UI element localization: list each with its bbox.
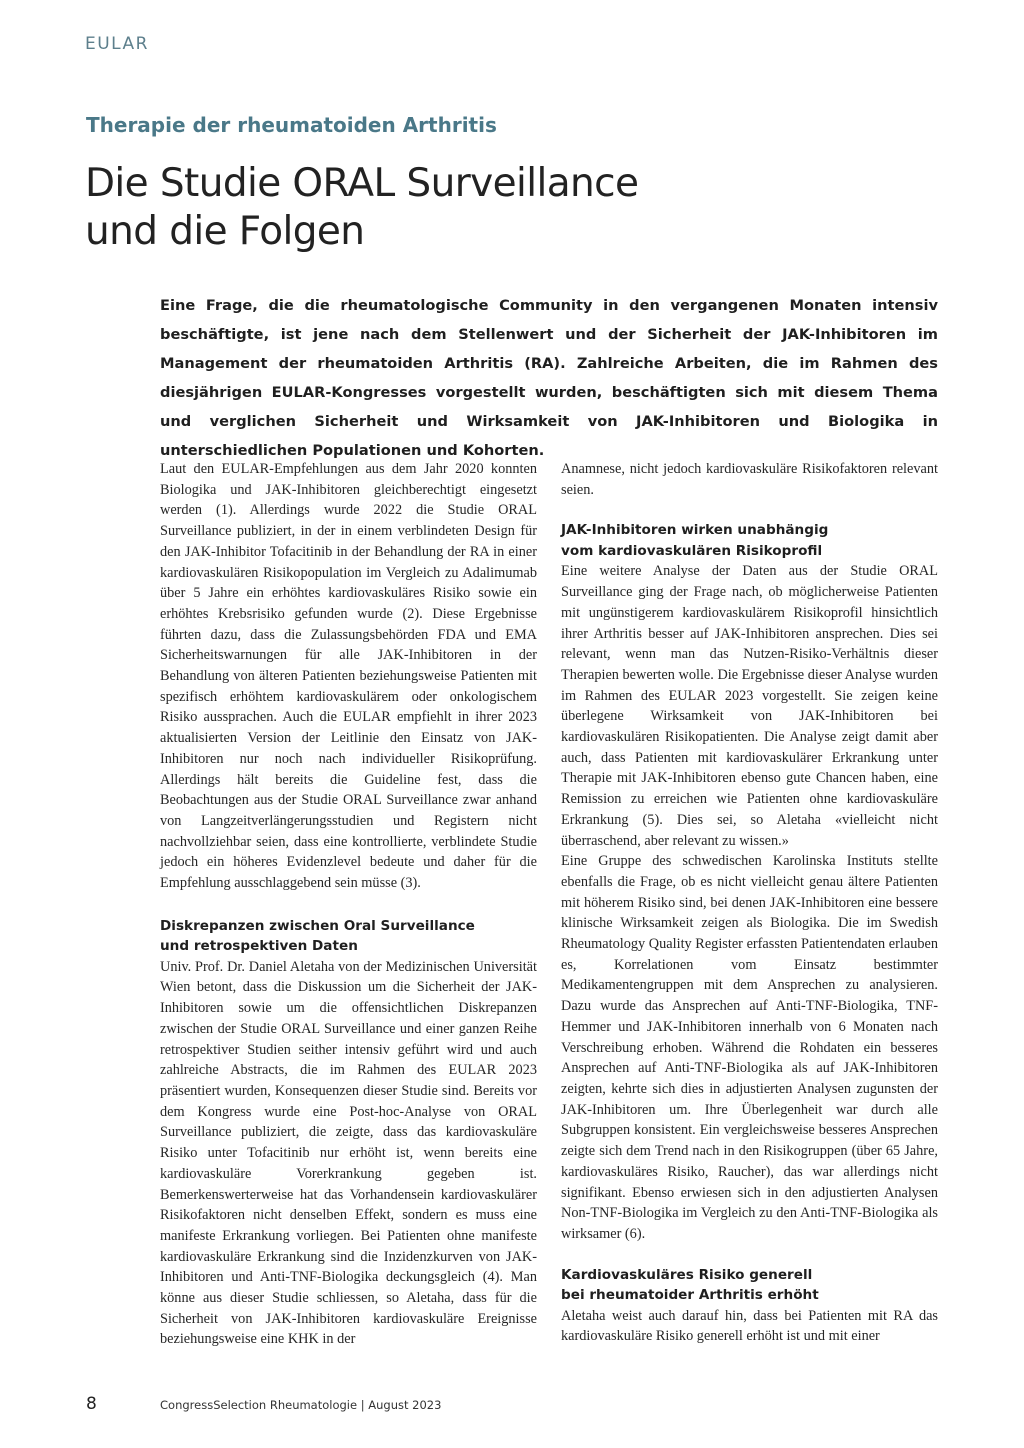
article-title: [85, 160, 845, 256]
publication-info: CongressSelection Rheumatologie | August 2023: [160, 1398, 442, 1412]
subheading: [561, 520, 938, 561]
paragraph: Univ. Prof. Dr. Daniel Aletaha von der Medizinischen Universität Wien betont, dass die Diskussion um die Sicherheit der JAK-Inhibitoren sowie um die offensichtlichen Diskrepanzen zwischen der Studie ORAL Surveillance und einer ganzen Reihe retrospektiver Studien seither intensiv geführt wird und auch zahlreiche Abstracts, die im Rahmen des EULAR 2023 präsentiert wurden, Konsequenzen dieser Studie sind. Bereits vor dem Kongress wurde eine Post-hoc-Analyse von ORAL Surveillance publiziert, die zeigte, dass das kardiovaskuläre Risiko unter Tofacitinib nur erhöht ist, wenn bereits eine kardiovaskuläre Vorerkrankung gegeben ist. Bemerkenswerterweise hat das Vorhandensein kardiovaskulärer Risikofaktoren nicht denselben Effekt, sondern es muss eine manifeste Erkrankung vorliegen. Bei Patienten ohne manifeste kardiovaskuläre Erkrankung sind die Inzidenzkurven von JAK-Inhibitoren und Anti-TNF-Biologika deckungsgleich (4). Man könne aus dieser Studie schliessen, so Aletaha, dass für die Sicherheit von JAK-Inhibitoren kardiovaskuläre Ereignisse beziehungsweise eine KHK in der: [160, 958, 537, 1348]
left-column: [160, 459, 537, 1350]
page-number: 8: [86, 1394, 97, 1414]
paragraph: Laut den EULAR-Empfehlungen aus dem Jahr 2020 konnten Biologika und JAK-Inhibitoren gleichberechtigt eingesetzt werden (1). Allerdings wurde 2022 die Studie ORAL Surveillance publiziert, in der in einem verblindeten Design für den JAK-Inhibitor Tofacitinib in der Behandlung der RA in einer kardiovaskulären Risikopopulation im Vergleich zu Adalimumab über 5 Jahre ein erhöhtes kardiovaskuläres Risiko sowie ein erhöhtes Krebsrisiko gefunden wurde (2). Diese Ergebnisse führten dazu, dass die Zulassungsbehörden FDA und EMA Sicherheitswarnungen für alle JAK-Inhibitoren in der Behandlung von älteren Patienten beziehungsweise Patienten mit spezifisch erhöhtem kardiovaskulärem oder onkologischem Risiko aussprachen. Auch die EULAR empfiehlt in ihrer 2023 aktualisierten Version der Leitlinie den Einsatz von JAK-Inhibitoren nur noch nach individueller Risikoprüfung. Allerdings hält bereits die Guideline fest, dass die Beobachtungen aus der Studie ORAL Surveillance zwar anhand von Langzeitverlängerungsstudien und Registern nicht nachvollziehbar seien, dass eine kontrollierte, verblindete Studie jedoch ein höheres Evidenzlevel bedeute und daher für die Empfehlung ausschlaggebend sein müsse (3).: [160, 461, 537, 892]
subheading-line-1: JAK-Inhibitoren wirken unabhängig: [561, 522, 829, 539]
title-line-2: und die Folgen: [85, 209, 365, 254]
paragraph: Aletaha weist auch darauf hin, dass bei Patienten mit RA das kardiovaskuläre Risiko generell erhöht ist und mit einer: [561, 1307, 938, 1345]
subheading: [561, 1265, 938, 1306]
subheading-line-2: bei rheumatoider Arthritis erhöht: [561, 1287, 819, 1304]
paragraph: Eine Gruppe des schwedischen Karolinska Instituts stellte ebenfalls die Frage, ob es nicht vielleicht genau ältere Patienten mit höherem Risiko sind, bei denen JAK-Inhibitoren eine bessere klinische Wirksamkeit zeigen als Biologika. Die im Swedish Rheumatology Quality Register erfassten Patientendaten erlauben es, Korrelationen vom Einsatz bestimmter Medikamentengruppen mit dem Ansprechen zu analysieren. Dazu wurde das Ansprechen auf Anti-TNF-Biologika, TNF-Hemmer und JAK-Inhibitoren innerhalb von 6 Monaten nach Verschreibung erhoben. Während die Rohdaten ein besseres Ansprechen auf Anti-TNF-Biologika als auf JAK-Inhibitoren zeigten, kehrte sich dies in adjustierten Analysen zugunsten der JAK-Inhibitoren um. Ihre Überlegenheit war durch alle Subgruppen konsistent. Ein vergleichsweise besseres Ansprechen zeigte sich dem Trend nach in den Risikogruppen (über 65 Jahre, kardiovaskuläres Risiko, Raucher), das war allerdings nicht signifikant. Ebenso erwiesen sich in den adjustierten Analysen Non-TNF-Biologika im Vergleich zu den Anti-TNF-Biologika als wirksamer (6).: [561, 853, 938, 1242]
subheading-line-1: Diskrepanzen zwischen Oral Surveillance: [160, 917, 475, 934]
title-line-1: Die Studie ORAL Surveillance: [85, 161, 639, 206]
subheading-line-2: und retrospektiven Daten: [160, 938, 358, 955]
paragraph: Eine weitere Analyse der Daten aus der Studie ORAL Surveillance ging der Frage nach, ob möglicherweise Patienten mit ungünstigerem kardiovaskulärem Risikoprofil hinsichtlich ihrer Arthritis besser auf JAK-Inhibitoren ansprechen. Dies sei relevant, wenn man das Nutzen-Risiko-Verhältnis dieser Therapien bewerten wolle. Die Ergebnisse dieser Analyse wurden im Rahmen des EULAR 2023 vorgestellt. Sie zeigen keine überlegene Wirksamkeit von JAK-Inhibitoren bei kardiovaskulären Risikopatienten. Die Analyse zeigt damit aber auch, dass Patienten mit kardiovaskulärer Erkrankung unter Therapie mit JAK-Inhibitoren ebenso gute Chancen haben, eine Remission zu erreichen wie Patienten ohne kardiovaskuläre Erkrankung (5). Dies sei, so Aletaha «vielleicht nicht überraschend, aber relevant zu wissen.»: [561, 563, 938, 849]
subheading-line-1: Kardiovaskuläres Risiko generell: [561, 1266, 813, 1283]
subheading: [160, 916, 537, 957]
right-column: [561, 459, 938, 1347]
article-lead: Eine Frage, die die rheumatologische Community in den vergangenen Monaten intensiv beschäftigte, ist jene nach dem Stellenwert und der Sicherheit der JAK-Inhibitoren im Management der rheumatoiden Arthritis (RA). Zahlreiche Arbeiten, die im Rahmen des diesjährigen EULAR-Kongresses vorgestellt wurden, beschäftigten sich mit diesem Thema und verglichen Sicherheit und Wirksamkeit von JAK-Inhibitoren und Biologika in unterschiedlichen Populationen und Kohorten.: [160, 297, 938, 459]
article-kicker: Therapie der rheumatoiden Arthritis: [86, 113, 497, 137]
section-tag: EULAR: [85, 34, 149, 54]
subheading-line-2: vom kardiovaskulären Risikoprofil: [561, 542, 823, 559]
paragraph: Anamnese, nicht jedoch kardiovaskuläre Risikofaktoren relevant seien.: [561, 461, 938, 498]
